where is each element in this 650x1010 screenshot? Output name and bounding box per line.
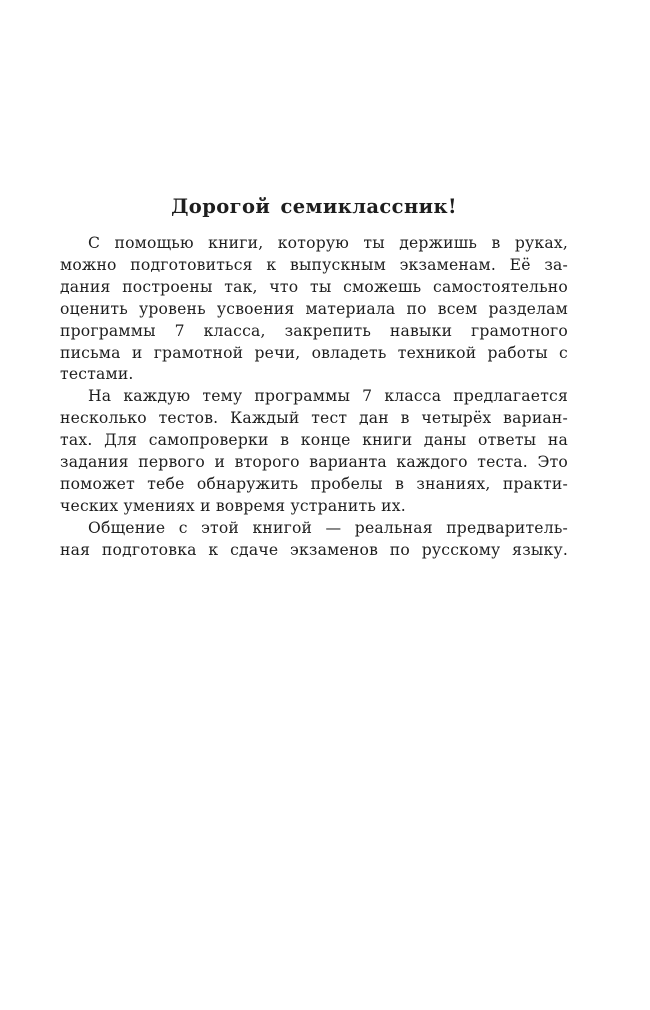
paragraph-3 <box>60 518 568 562</box>
paragraph-1 <box>60 233 568 386</box>
text-line: несколько тестов. Каждый тест дан в четырёх вариан- <box>60 409 568 428</box>
text-line: Общение с этой книгой — реальная предваритель- <box>88 518 568 537</box>
book-page <box>60 193 568 562</box>
text-line: оценить уровень усвоения материала по всем разделам <box>60 299 568 318</box>
text-line: программы 7 класса, закрепить навыки грамотного <box>60 321 568 340</box>
paragraph-2 <box>60 386 568 517</box>
text-line: тах. Для самопроверки в конце книги даны ответы на <box>60 431 568 450</box>
text-line: ческих умениях и вовремя устранить их. <box>60 496 406 515</box>
text-line: ная подготовка к сдаче экзаменов по русскому языку. <box>60 540 568 559</box>
page-title: Дорогой семиклассник! <box>171 195 457 218</box>
text-line: письма и грамотной речи, овладеть техникой работы с <box>60 343 568 362</box>
text-line: задания первого и второго варианта каждого теста. Это <box>60 453 568 472</box>
text-line: С помощью книги, которую ты держишь в руках, <box>88 234 568 252</box>
text-line: поможет тебе обнаружить пробелы в знаниях, практи- <box>60 474 568 493</box>
text-line: тестами. <box>60 365 134 384</box>
text-line: дания построены так, что ты сможешь самостоятельно <box>60 277 568 296</box>
text-line: На каждую тему программы 7 класса предлагается <box>88 387 568 406</box>
text-line: можно подготовиться к выпускным экзаменам. Её за- <box>60 255 568 274</box>
